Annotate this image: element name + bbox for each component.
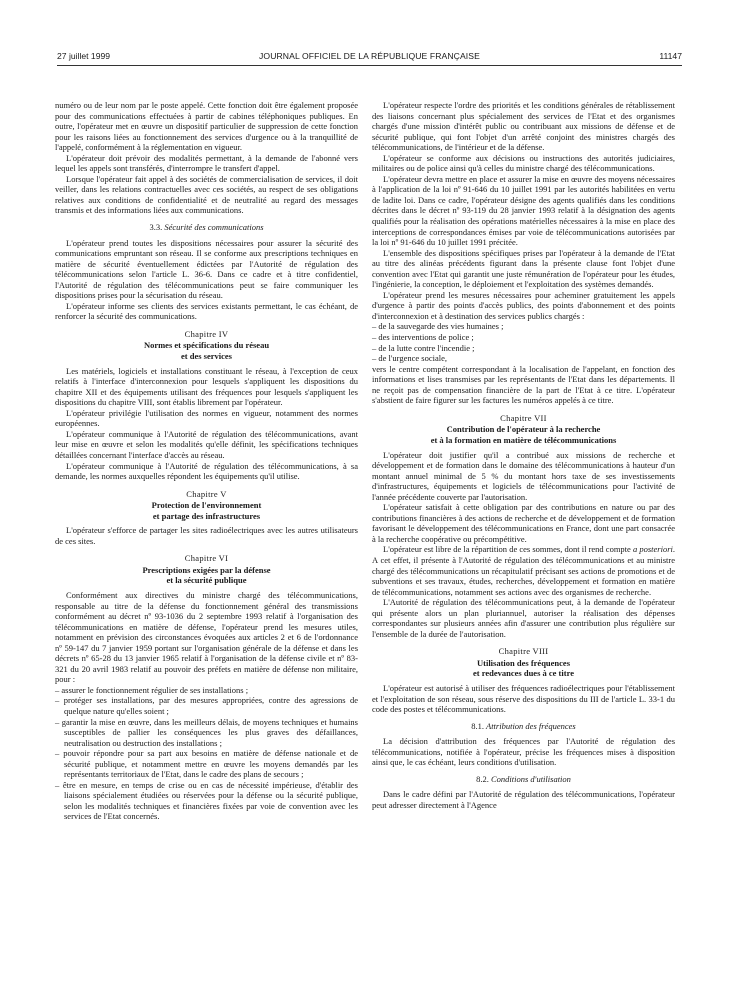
paragraph: L'opérateur privilégie l'utilisation des normes en vigueur, notamment des normes européennes.	[55, 407, 358, 429]
list-item: – des interventions de police ;	[372, 332, 474, 343]
paragraph: Les matériels, logiciels et installations constituant le réseau, à l'exception de ceux relatifs à l'interface d'interconnexion pour lesquels s'appliquent les dispositions du chapitre XII et des équipements utilisant des fréquences pour lesquels s'appliquent les dispositions du chapitre VIII, sont établis librement par l'opérateur.	[55, 365, 358, 408]
list-item: – protéger ses installations, par des mesures appropriées, contre des agressions de quelque nature qu'elles soient ;	[55, 695, 358, 716]
paragraph: Conformément aux directives du ministre chargé des télécommunications, responsable au titre de la défense du fonctionnement général des transmissions conformément au décret nº 93-1036 du 2 septembre 1993 relatif à l'organisation des télécommunications en matière de défense, l'opérateur prend les mesures utiles, notamment en prévision des circonstances évoquées aux articles 2 et 6 de l'ordonnance nº 59-147 du 7 janvier 1959 portant sur l'organisation générale de la défense et dans les décrets nº 65-28 du 13 janvier 1965 relatif à l'organisation de la défense civile et nº 83-321 du 20 avril 1983 relatif au pouvoir des préfets en matière de défense non militaire, pour :	[55, 589, 358, 685]
left-column	[55, 100, 358, 822]
paragraph: L'opérateur se conforme aux décisions ou instructions des autorités judiciaires, militaires ou de police ainsi qu'à celles du ministre chargé des télécommunications.	[372, 152, 675, 174]
paragraph: L'opérateur s'efforce de partager les sites radioélectriques avec les autres utilisateurs de ces sites.	[55, 525, 358, 546]
section-number: 3.3.	[149, 222, 163, 233]
paragraph	[372, 544, 675, 597]
header-date: 27 juillet 1999	[57, 51, 111, 61]
chapter-title-line: et redevances dues à ce titre	[473, 668, 574, 679]
chapter-title	[372, 424, 675, 445]
section-heading-3-3	[55, 222, 358, 233]
text-run: . A cet effet, il présente à l'Autorité de régulation des télécommunications et au ministre chargé des télécommunications un récapitulatif précisant ses actions de promotions et de subventions et ses travaux, études, recherches, développement et formation en matière de télécommunications, notamment ses actions avec des organismes de recherche.	[372, 544, 675, 597]
paragraph: vers le centre compétent correspondant à la localisation de l'appelant, en fonction des informations et lises transmises par les représentants de l'Etat dans les départements. Il ne reçoit pas de compensation financière de la part de l'Etat à ce titre. L'opérateur s'abstient de faire figurer sur les factures les numéros appelés à ce titre.	[372, 363, 675, 406]
chapter-title	[55, 340, 358, 361]
section-number: 8.2.	[476, 773, 489, 784]
text-run: L'opérateur est libre de la répartition de ces sommes, dont il rend compte	[383, 544, 633, 555]
paragraph: Dans le cadre défini par l'Autorité de régulation des télécommunications, l'opérateur peut adresser directement à l'Agence	[372, 789, 675, 810]
chapter-label: Chapitre VI	[184, 553, 229, 564]
paragraph: L'opérateur prend les mesures nécessaires pour acheminer gratuitement les appels d'urgence à partir des points d'accès publics, des points d'abonnement et des points d'interconnexion et à destination des services publics chargés :	[372, 289, 675, 321]
list-item: – de l'urgence sociale,	[372, 353, 448, 364]
paragraph: L'opérateur doit prévoir des modalités permettant, à la demande de l'abonné vers lequel les appels sont transférés, d'interrompre le transfert d'appel.	[55, 152, 358, 174]
paragraph: L'ensemble des dispositions spécifiques prises par l'opérateur à la demande de l'Etat au titre des alinéas précédents figurant dans la présente clause font l'objet d'une convention avec l'Etat qui garantit une juste rémunération de l'opérateur pour les études, l'ingénierie, la conception, le déploiement et l'exploitation des systèmes demandés.	[372, 247, 675, 290]
list-item: – pouvoir répondre pour sa part aux besoins en matière de défense nationale et de sécurité publique, et notamment mettre en œuvre les moyens demandés par les représentants territoriaux de l'Etat, dans le cadre des plans de secours ;	[55, 748, 358, 780]
paragraph: L'opérateur satisfait à cette obligation par des contributions en nature ou par des contributions financières à des actions de recherche et de développement et de formation favorisant le développement des télécommunications en France, dont une part consacrée à la recherche coopérative ou précompétitive.	[372, 502, 675, 544]
journal-title: JOURNAL OFFICIEL DE LA RÉPUBLIQUE FRANÇAISE	[259, 51, 480, 61]
section-title: Conditions d'utilisation	[490, 773, 571, 784]
paragraph: L'opérateur respecte l'ordre des priorités et les conditions générales de rétablissement des liaisons concernant plus spécialement des services de l'Etat et des organismes chargés d'une mission d'intérêt public ou contribuant aux missions de défense et de sécurité publique, qui font l'objet d'un arrêté conjoint des ministres chargés des télécommunications, de l'intérieur et de la défense.	[372, 100, 675, 153]
page-number: 11147	[659, 51, 682, 61]
chapter-title-line: Normes et spécifications du réseau	[143, 340, 270, 351]
paragraph: numéro ou de leur nom par le poste appelé. Cette fonction doit être également proposée pour des communications effectuées à partir de cabines téléphoniques publiques. En outre, l'opérateur met en œuvre un dispositif particulier de suppression de cette fonction pour les raisons liées au fonctionnement des services d'urgence ou à la tranquillité de l'appelé, conformément à la réglementation en vigueur.	[55, 100, 358, 153]
right-column	[372, 100, 675, 810]
paragraph: L'opérateur prend toutes les dispositions nécessaires pour assurer la sécurité des communications empruntant son réseau. Il se conforme aux prescriptions techniques en matière de sécurité éventuellement édictées par l'Autorité de régulation des télécommunications selon l'article L. 36-6. Dans ce cadre et à titre confidentiel, l'Autorité de régulation des télécommunications peut se faire communiquer les dispositions prises pour la sécurisation du réseau.	[55, 237, 358, 301]
chapter-title-line: Utilisation des fréquences	[476, 657, 571, 668]
paragraph: Lorsque l'opérateur fait appel à des sociétés de commercialisation de services, il doit veiller, dans les relations contractuelles avec ces sociétés, au respect de ses obligations relatives aux conditions de confidentialité et de neutralité au regard des messages transmis et des informations liées aux communications.	[55, 173, 358, 216]
chapter-title	[55, 565, 358, 586]
section-title: Attribution des fréquences	[486, 720, 576, 731]
chapter-title	[55, 500, 358, 521]
list-item: – être en mesure, en temps de crise ou en cas de nécessité impérieuse, d'établir des liaisons spécialement étudiées ou réservées pour la défense ou la sécurité publique, selon les modalités techniques et financières fixées par voie de convention avec les services de l'Etat concernés.	[55, 779, 358, 822]
chapter-label: Chapitre V	[186, 488, 227, 499]
chapter-title-line: et la sécurité publique	[166, 575, 247, 586]
page-header	[57, 51, 682, 63]
header-rule	[57, 65, 682, 66]
paragraph: L'Autorité de régulation des télécommunications peut, à la demande de l'opérateur qui présente alors un plan pluriannuel, autoriser la réalisation des dépenses correspondantes sur plusieurs années afin d'assurer une contribution plus régulière sur l'ensemble de la durée de l'autorisation.	[372, 597, 675, 639]
paragraph: L'opérateur est autorisé à utiliser des fréquences radioélectriques pour l'établissement et l'exploitation de son réseau, sous réserve des dispositions du III de l'article L. 33-1 du code des postes et télécommunications.	[372, 682, 675, 715]
paragraph: L'opérateur doit justifier qu'il a contribué aux missions de recherche et développement et de formation dans le domaine des télécommunications à hauteur d'un montant annuel minimal de 5 % du montant hors taxe de ses investissements d'infrastructures, équipements et logiciels de télécommunications pour l'activité de l'année précédente couverte par l'autorisation.	[372, 449, 675, 502]
chapter-label: Chapitre IV	[184, 328, 229, 339]
chapter-title-line: Protection de l'environnement	[151, 500, 262, 511]
dash-list	[55, 685, 358, 822]
section-heading-8-2	[372, 774, 675, 785]
paragraph: L'opérateur communique à l'Autorité de régulation des télécommunications, à sa demande, les normes auxquelles répondent les équipements qu'il utilise.	[55, 460, 358, 482]
list-item: – de la sauvegarde des vies humaines ;	[372, 321, 504, 332]
chapter-title-line: Prescriptions exigées par la défense	[142, 564, 271, 575]
section-number: 8.1.	[471, 720, 485, 731]
section-heading-8-1	[372, 721, 675, 732]
chapter-title-line: et à la formation en matière de télécommunications	[430, 434, 617, 445]
chapter-label: Chapitre VIII	[498, 646, 549, 657]
chapter-label: Chapitre VII	[500, 412, 547, 423]
chapter-title	[372, 658, 675, 679]
paragraph: La décision d'attribution des fréquences par l'Autorité de régulation des télécommunications, notifiée à l'opérateur, précise les fréquences mises à disposition ainsi que, le cas échéant, leurs conditions d'utilisation.	[372, 736, 675, 768]
chapter-title-line: Contribution de l'opérateur à la recherche	[446, 424, 601, 435]
list-item: – de la lutte contre l'incendie ;	[372, 342, 475, 353]
chapter-title-line: et des services	[181, 351, 232, 362]
section-title: Sécurité des communications	[164, 222, 264, 233]
list-item: – assurer le fonctionnement régulier de ses installations ;	[55, 684, 249, 695]
list-item: – garantir la mise en œuvre, dans les meilleurs délais, de moyens techniques et humains susceptibles de pallier les conséquences les plus graves des défaillances, neutralisation ou destruction des installations ;	[55, 716, 358, 748]
italic-run: a posteriori	[632, 544, 673, 555]
dash-list	[372, 321, 675, 363]
paragraph: L'opérateur devra mettre en place et assurer la mise en œuvre des moyens nécessaires à l'application de la loi nº 91-646 du 10 juillet 1991 par les autorités habilitées en vertu de ladite loi. Dans ce cadre, l'opérateur désigne des agents qualifiés dans les conditions décrites dans le décret nº 93-119 du 28 janvier 1993 relatif à la désignation des agents qualifiés pour la réalisation des opérations matérielles nécessaires à la mise en place des interceptions de correspondances émises par voie de télécommunications autorisées par la loi nº 91-646 du 10 juillet 1991 précitée.	[372, 173, 675, 248]
paragraph: L'opérateur communique à l'Autorité de régulation des télécommunications, avant leur mise en œuvre et selon les modalités qu'elle définit, les spécifications techniques détaillées concernant l'interface d'accès au réseau.	[55, 428, 358, 460]
chapter-title-line: et partage des infrastructures	[152, 510, 261, 521]
paragraph: L'opérateur informe ses clients des services existants permettant, le cas échéant, de renforcer la sécurité des communications.	[55, 300, 358, 322]
